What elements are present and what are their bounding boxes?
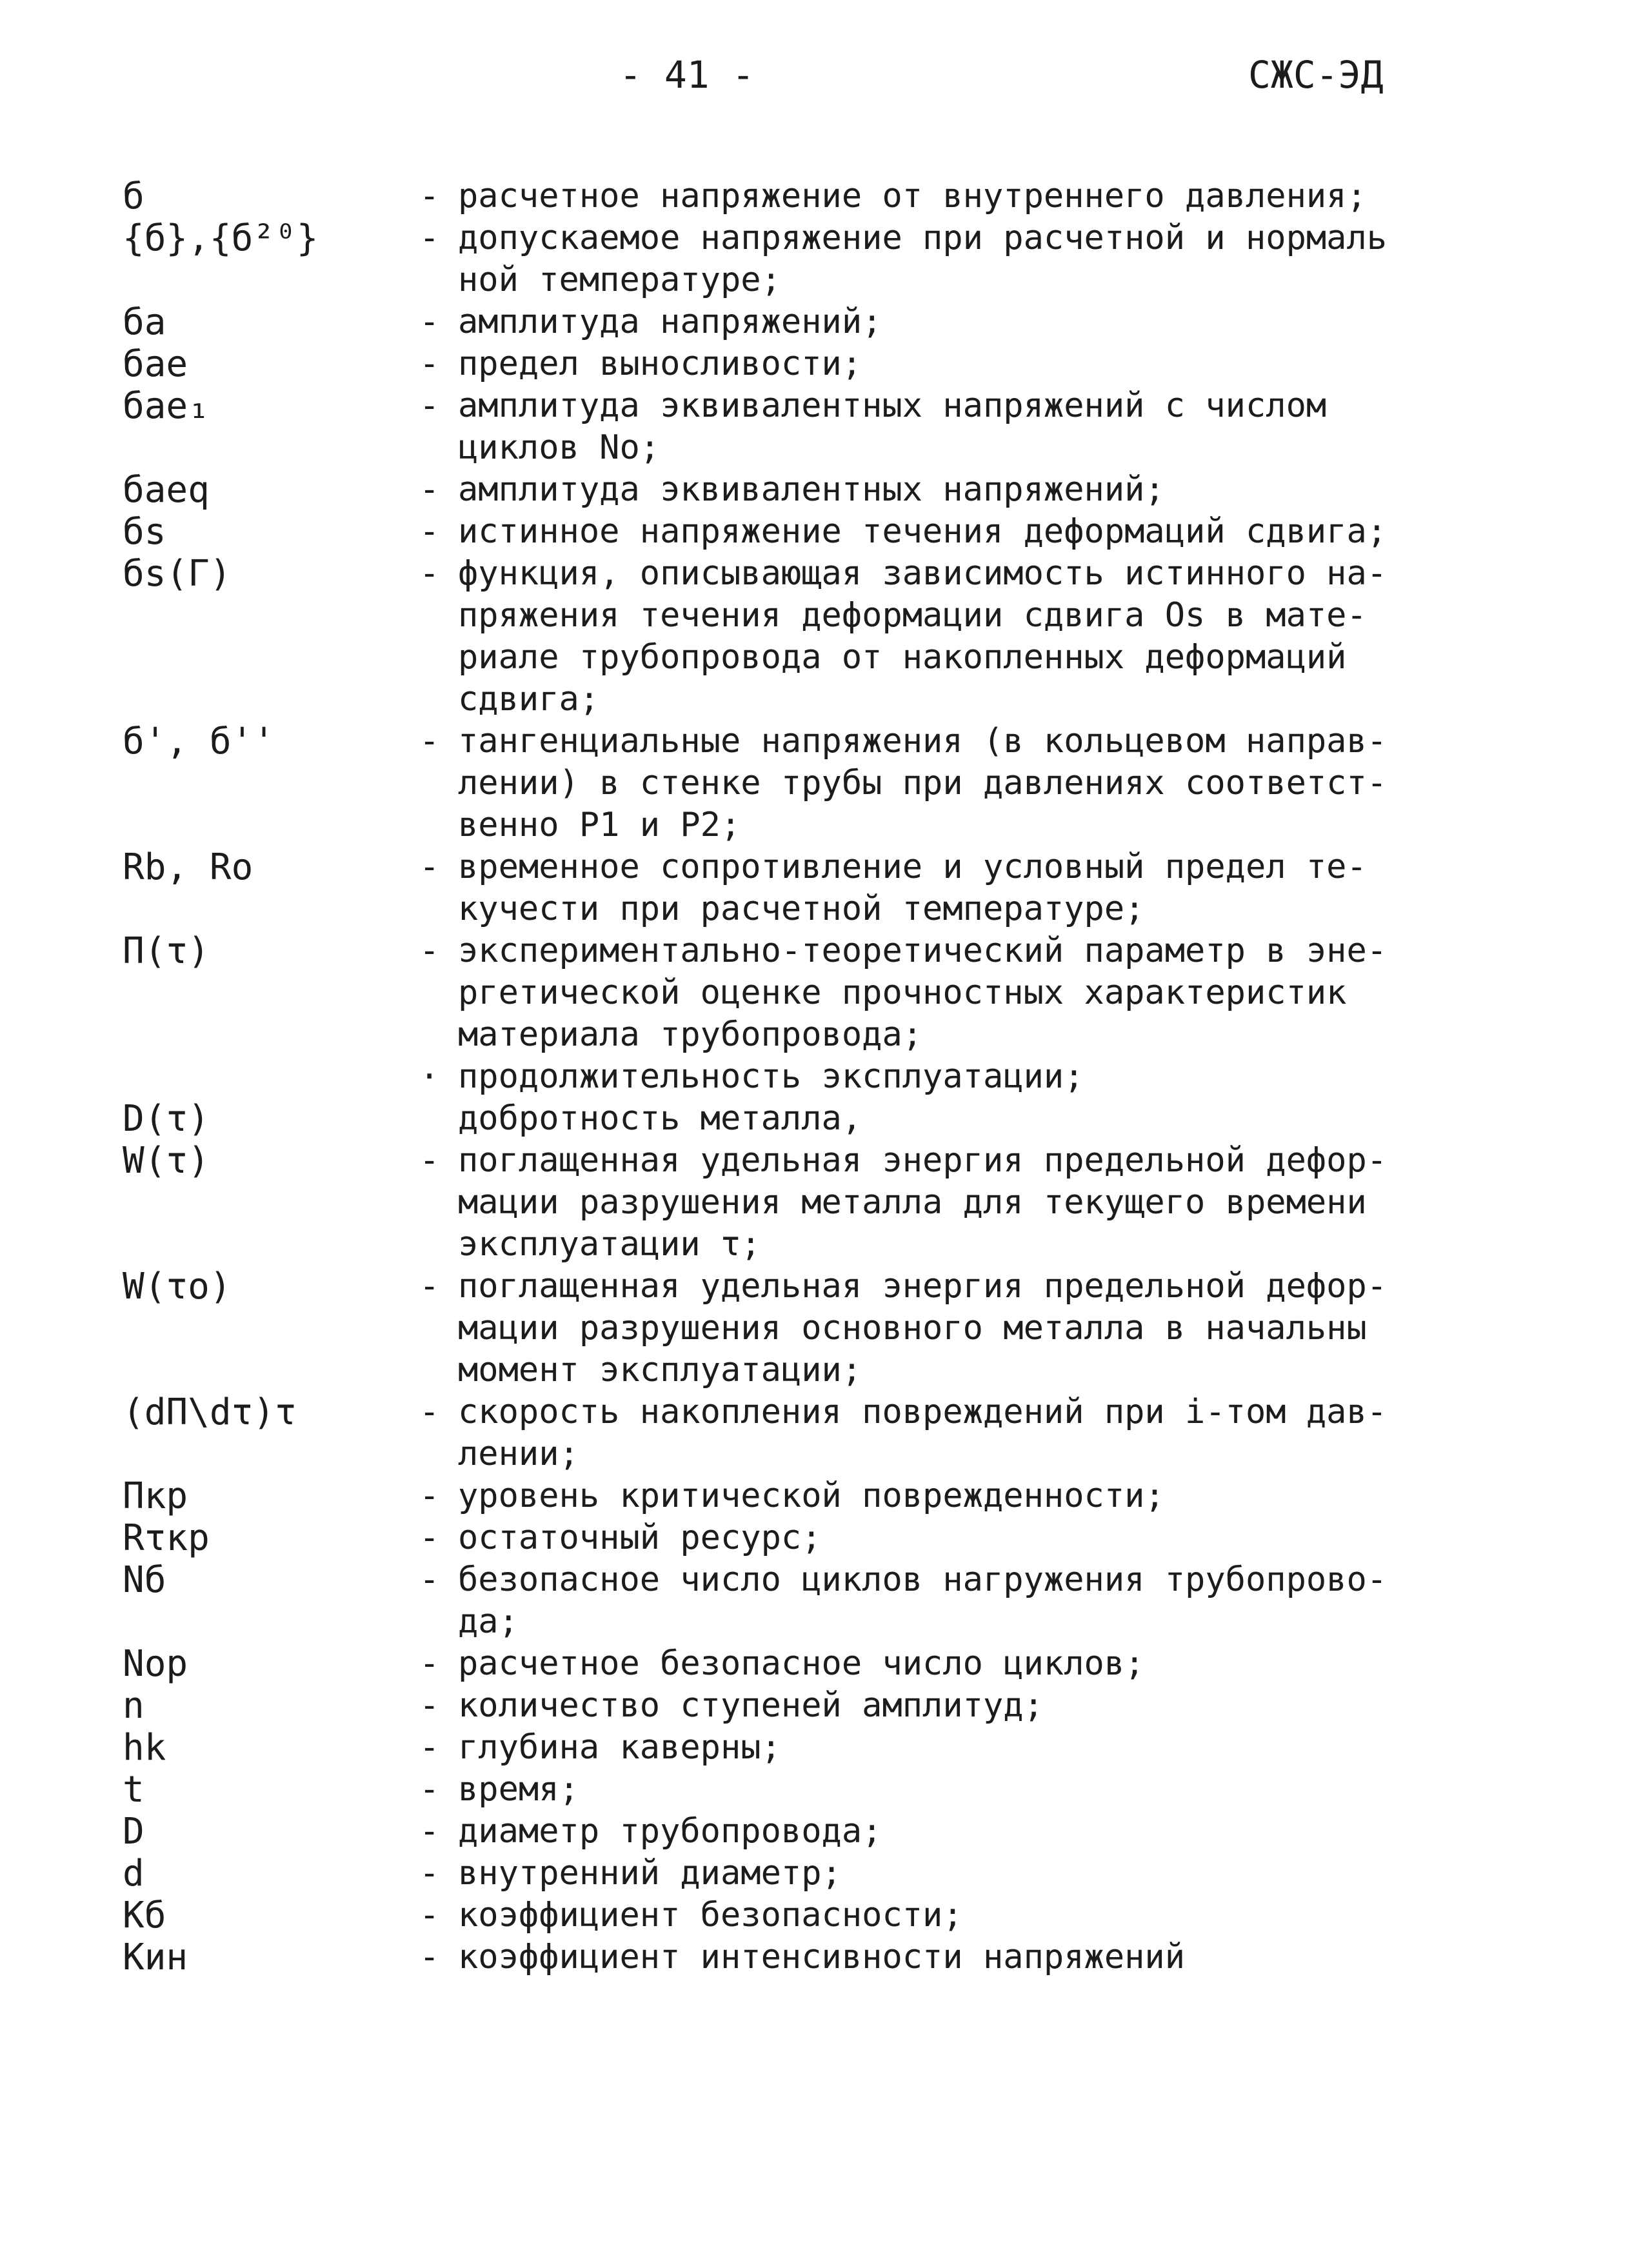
list-item: [123, 721, 1542, 846]
list-item: [123, 1769, 1542, 1811]
definition: [419, 469, 1461, 511]
symbol: d: [123, 1853, 144, 1895]
symbol: (dП\dτ)τ: [123, 1391, 297, 1433]
symbol: {б},{б²⁰}: [123, 217, 319, 259]
symbol: бa: [123, 301, 166, 343]
definition-text: амплитуда эквивалентных напряжений с числом циклов No;: [458, 386, 1327, 467]
list-item: [123, 930, 1542, 1056]
dash-separator: -: [419, 1896, 440, 1935]
definition: [419, 1391, 1461, 1475]
list-item: [123, 1266, 1542, 1391]
dash-separator: -: [419, 1477, 440, 1515]
definition: [419, 846, 1461, 930]
dash-separator: -: [419, 1393, 440, 1431]
definition-text: предел выносливости;: [458, 344, 862, 383]
definition-text: истинное напряжение течения деформаций сдвига;: [458, 512, 1388, 551]
definition: [419, 1559, 1461, 1643]
definition-text: безопасное число циклов нагружения трубопрово- да;: [458, 1560, 1388, 1641]
list-item: [123, 846, 1542, 930]
list-item: [123, 1140, 1542, 1266]
symbol: бs: [123, 511, 166, 553]
definition: [419, 343, 1461, 385]
list-item: [123, 1936, 1542, 1978]
definition-text: продолжительность эксплуатации;: [458, 1057, 1084, 1096]
symbol: t: [123, 1769, 144, 1811]
dash-separator: -: [419, 1267, 440, 1306]
symbol: Nop: [123, 1643, 188, 1685]
dash-separator: -: [419, 1854, 440, 1893]
definition: [419, 721, 1461, 846]
definition-text: экспериментально-теоретический параметр в эне- ргетической оценке прочностных характеристик материала трубопровода;: [458, 931, 1388, 1054]
symbol: бae: [123, 343, 188, 385]
symbol: n: [123, 1685, 144, 1727]
dash-separator: -: [419, 554, 440, 593]
list-item: [123, 1056, 1542, 1098]
definition: [419, 1475, 1461, 1517]
dash-separator: -: [419, 219, 440, 257]
definition: [419, 1853, 1461, 1895]
list-item: [123, 1727, 1542, 1769]
symbol: Пкр: [123, 1475, 188, 1517]
list-item: [123, 1853, 1542, 1895]
definition: [419, 1140, 1461, 1266]
symbol: Nб: [123, 1559, 166, 1601]
symbol: бae₁: [123, 385, 210, 427]
definition: [419, 553, 1461, 721]
dash-separator: -: [419, 1812, 440, 1851]
dash-separator: -: [419, 177, 440, 215]
definition-text: функция, описывающая зависимость истинного на- пряжения течения деформации сдвига Os в мате- риале трубопровода от накопленных деформаций сдвига;: [458, 554, 1388, 719]
definition-text: временное сопротивление и условный предел те- кучести при расчетной температуре;: [458, 848, 1367, 928]
definition-text: количество ступеней амплитуд;: [458, 1686, 1044, 1725]
definition-text: скорость накопления повреждений при i-том дав- лении;: [458, 1393, 1388, 1473]
definition: [419, 385, 1461, 469]
symbol: W(τo): [123, 1266, 232, 1308]
definition: [419, 1098, 1461, 1140]
definition: [419, 1811, 1461, 1853]
definition-text: тангенциальные напряжения (в кольцевом направ- лении) в стенке трубы при давлениях соответст- венно P1 и P2;: [458, 722, 1388, 844]
definition: [419, 1727, 1461, 1769]
definition: [419, 1266, 1461, 1391]
list-item: [123, 1811, 1542, 1853]
symbol-list: [123, 175, 1542, 1978]
dash-separator: -: [419, 1938, 440, 1976]
symbol: б', б'': [123, 721, 275, 762]
definition-text: коэффициент интенсивности напряжений: [458, 1938, 1186, 1976]
list-item: [123, 511, 1542, 553]
document-code: СЖС-ЭД: [1248, 53, 1384, 97]
dash-separator: -: [419, 1770, 440, 1809]
definition: [419, 930, 1461, 1056]
definition: [419, 1643, 1461, 1685]
list-item: [123, 1895, 1542, 1936]
definition: [419, 301, 1461, 343]
list-item: [123, 217, 1542, 301]
symbol: Кб: [123, 1895, 166, 1936]
definition: [419, 511, 1461, 553]
symbol: Rb, Ro: [123, 846, 254, 888]
dash-separator: -: [419, 386, 440, 425]
dash-separator: -: [419, 1560, 440, 1599]
dash-separator: -: [419, 512, 440, 551]
list-item: [123, 1559, 1542, 1643]
page-number: - 41 -: [619, 53, 755, 97]
definition: [419, 1936, 1461, 1978]
definition-text: добротность металла,: [458, 1099, 862, 1138]
list-item: [123, 1391, 1542, 1475]
definition-text: расчетное напряжение от внутреннего давления;: [458, 177, 1367, 215]
symbol: hk: [123, 1727, 166, 1769]
dash-separator: -: [419, 344, 440, 383]
definition: [419, 1769, 1461, 1811]
definition: [419, 175, 1461, 217]
list-item: [123, 1685, 1542, 1727]
dash-separator: -: [419, 303, 440, 341]
symbol: Rτкр: [123, 1517, 210, 1559]
list-item: [123, 175, 1542, 217]
definition-text: уровень критической поврежденности;: [458, 1477, 1165, 1515]
list-item: [123, 1517, 1542, 1559]
dash-separator: -: [419, 722, 440, 761]
definition-text: расчетное безопасное число циклов;: [458, 1644, 1145, 1683]
definition: [419, 1517, 1461, 1559]
dash-separator: -: [419, 1644, 440, 1683]
definition-text: глубина каверны;: [458, 1728, 781, 1767]
symbol: W(τ): [123, 1140, 210, 1182]
definition-text: время;: [458, 1770, 579, 1809]
list-item: [123, 1643, 1542, 1685]
symbol: б: [123, 175, 144, 217]
symbol: бs(Г): [123, 553, 232, 595]
definition-text: поглащенная удельная энергия предельной дефор- мации разрушения основного металла в начальны момент эксплуатации;: [458, 1267, 1388, 1389]
definition-text: коэффициент безопасности;: [458, 1896, 963, 1935]
list-item: [123, 1475, 1542, 1517]
list-item: [123, 343, 1542, 385]
dash-separator: -: [419, 470, 440, 509]
definition-text: амплитуда эквивалентных напряжений;: [458, 470, 1165, 509]
list-item: [123, 553, 1542, 721]
dash-separator: -: [419, 1686, 440, 1725]
symbol: бaeq: [123, 469, 210, 511]
definition-text: допускаемое напряжение при расчетной и нормаль ной температуре;: [458, 219, 1388, 299]
symbol: D(τ): [123, 1098, 210, 1140]
symbol: Кин: [123, 1936, 188, 1978]
dash-separator: ·: [419, 1057, 440, 1096]
definition-text: амплитуда напряжений;: [458, 303, 882, 341]
definition: [419, 1056, 1461, 1098]
list-item: [123, 469, 1542, 511]
dash-separator: -: [419, 931, 440, 970]
list-item: [123, 1098, 1542, 1140]
definition: [419, 1685, 1461, 1727]
definition-text: диаметр трубопровода;: [458, 1812, 882, 1851]
symbol: D: [123, 1811, 144, 1853]
definition: [419, 1895, 1461, 1936]
dash-separator: -: [419, 1728, 440, 1767]
dash-separator: -: [419, 1141, 440, 1180]
list-item: [123, 301, 1542, 343]
definition: [419, 217, 1461, 301]
definition-text: поглащенная удельная энергия предельной дефор- мации разрушения металла для текущего времени эксплуатации τ;: [458, 1141, 1388, 1264]
definition-text: остаточный ресурс;: [458, 1518, 822, 1557]
dash-separator: -: [419, 848, 440, 886]
symbol: П(τ): [123, 930, 210, 972]
dash-separator: -: [419, 1518, 440, 1557]
definition-text: внутренний диаметр;: [458, 1854, 842, 1893]
list-item: [123, 385, 1542, 469]
